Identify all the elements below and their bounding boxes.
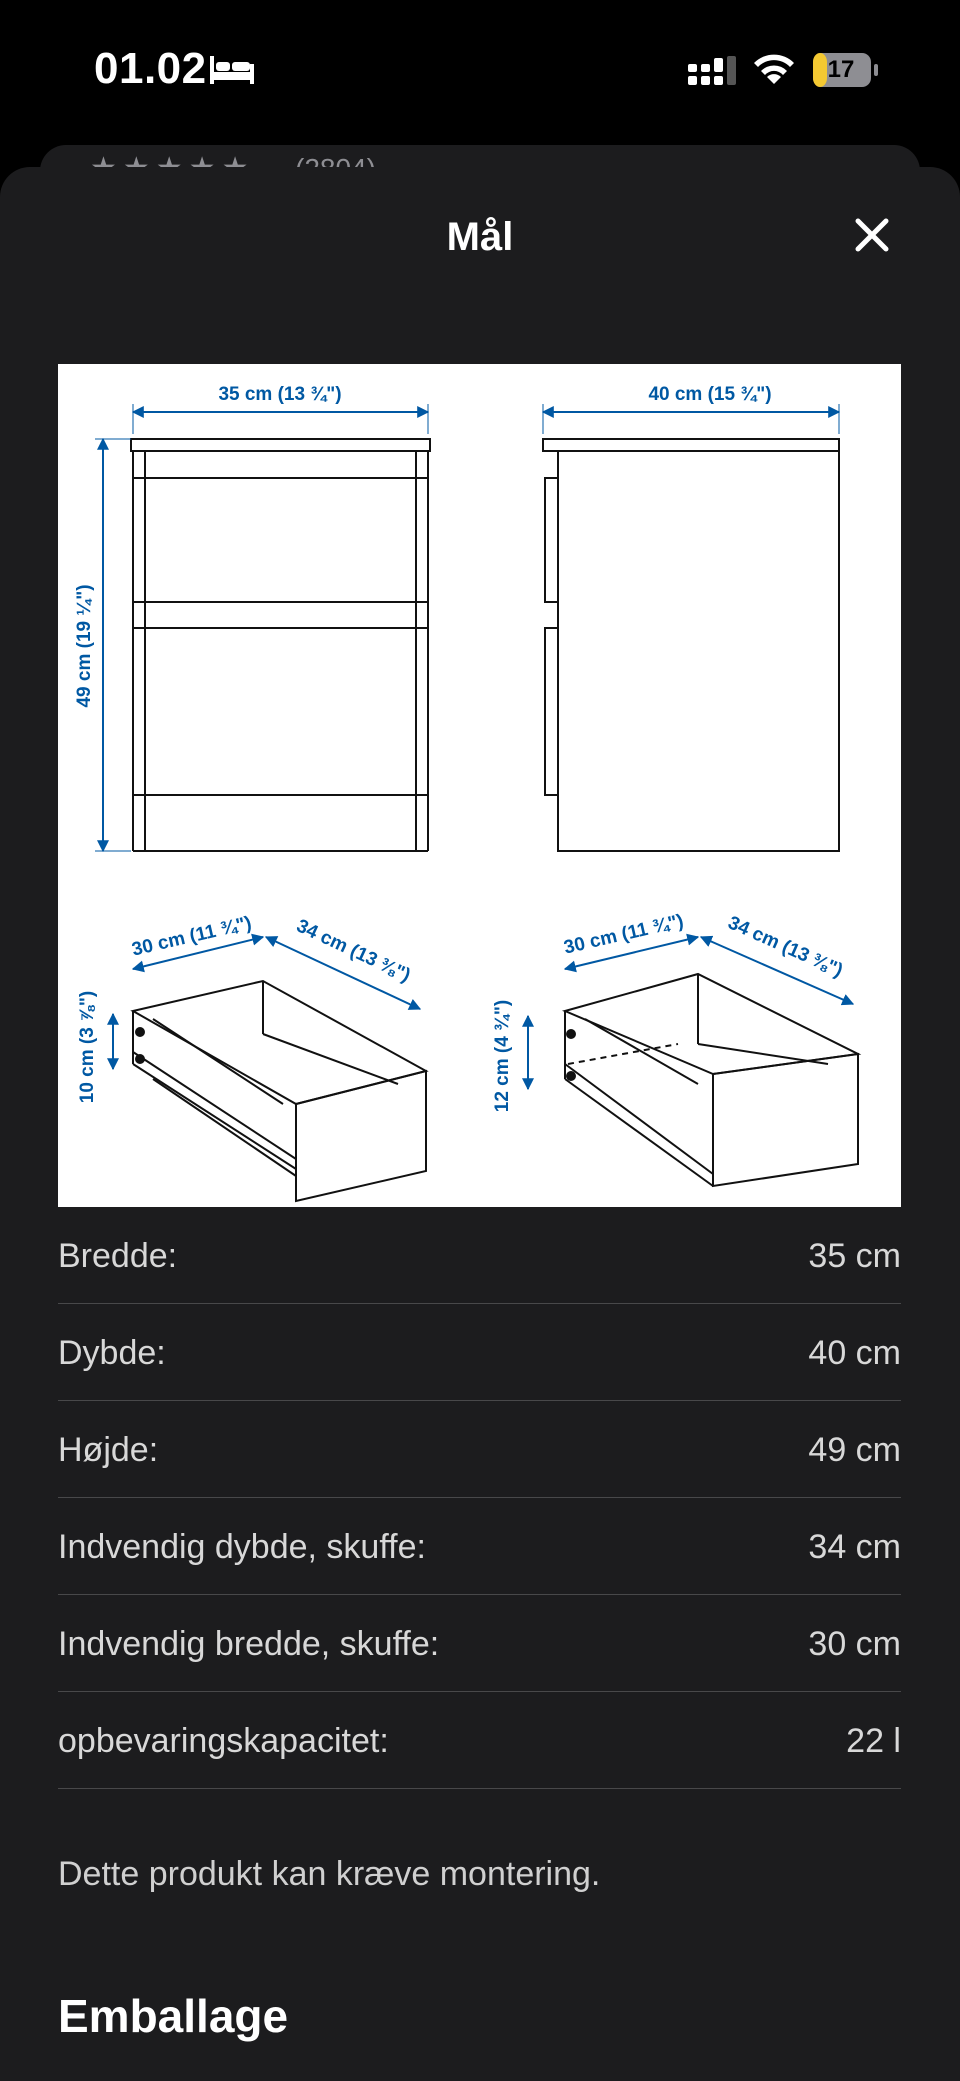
front-width-dimension (133, 384, 428, 434)
spec-row-width (58, 1207, 901, 1304)
spec-value: 30 cm (808, 1625, 901, 1663)
spec-row-capacity (58, 1692, 901, 1789)
battery-level: 17 (827, 56, 855, 83)
front-height-label: 49 cm (19 ¼") (74, 584, 95, 708)
left-drawer-depth-label: 34 cm (13 ⅜") (293, 915, 414, 987)
right-drawer-dimensions (492, 911, 853, 1113)
spec-value: 22 l (846, 1722, 901, 1760)
side-depth-label: 40 cm (15 ¾") (648, 384, 772, 405)
left-drawer-dimensions (77, 913, 420, 1104)
spec-label: Bredde: (58, 1237, 178, 1275)
spec-row-inner-width (58, 1595, 901, 1692)
spec-value: 40 cm (808, 1334, 901, 1372)
spec-row-height (58, 1401, 901, 1498)
front-view (131, 439, 430, 851)
right-drawer-width-label: 30 cm (11 ¾") (561, 910, 686, 959)
spec-label: Højde: (58, 1431, 159, 1469)
front-height-dimension (74, 439, 131, 851)
spec-label: Dybde: (58, 1334, 166, 1372)
sheet-title: Mål (446, 215, 514, 259)
dimension-diagram (58, 364, 901, 1207)
spec-value: 49 cm (808, 1431, 901, 1469)
assembly-note: Dette produkt kan kræve montering. (58, 1855, 601, 1893)
side-depth-dimension (543, 384, 839, 434)
spec-row-depth (58, 1304, 901, 1401)
dimension-specs-list (58, 1207, 901, 1789)
side-view (543, 439, 839, 851)
spec-label: Indvendig bredde, skuffe: (58, 1625, 440, 1663)
left-drawer-width-label: 30 cm (11 ¾") (129, 912, 254, 961)
close-button[interactable] (848, 211, 896, 259)
cellular-signal-icon (688, 56, 738, 90)
spec-row-inner-depth (58, 1498, 901, 1595)
right-drawer (565, 974, 858, 1186)
right-drawer-depth-label: 34 cm (13 ⅜") (724, 912, 846, 982)
right-drawer-height-label: 12 cm (4 ¾") (492, 999, 513, 1113)
status-bar (0, 0, 960, 140)
wifi-icon (752, 50, 796, 88)
status-time: 01.02 (94, 44, 207, 93)
spec-value: 35 cm (808, 1237, 901, 1275)
dimensions-sheet (0, 167, 960, 2081)
close-icon (858, 221, 886, 249)
spec-label: opbevaringskapacitet: (58, 1722, 389, 1760)
front-width-label: 35 cm (13 ¾") (218, 384, 342, 405)
left-drawer-height-label: 10 cm (3 ⅞") (77, 990, 98, 1104)
left-drawer (133, 981, 426, 1201)
spec-label: Indvendig dybde, skuffe: (58, 1528, 426, 1566)
spec-value: 34 cm (808, 1528, 901, 1566)
bed-icon (208, 52, 256, 88)
packaging-heading[interactable]: Emballage (58, 1990, 289, 2042)
